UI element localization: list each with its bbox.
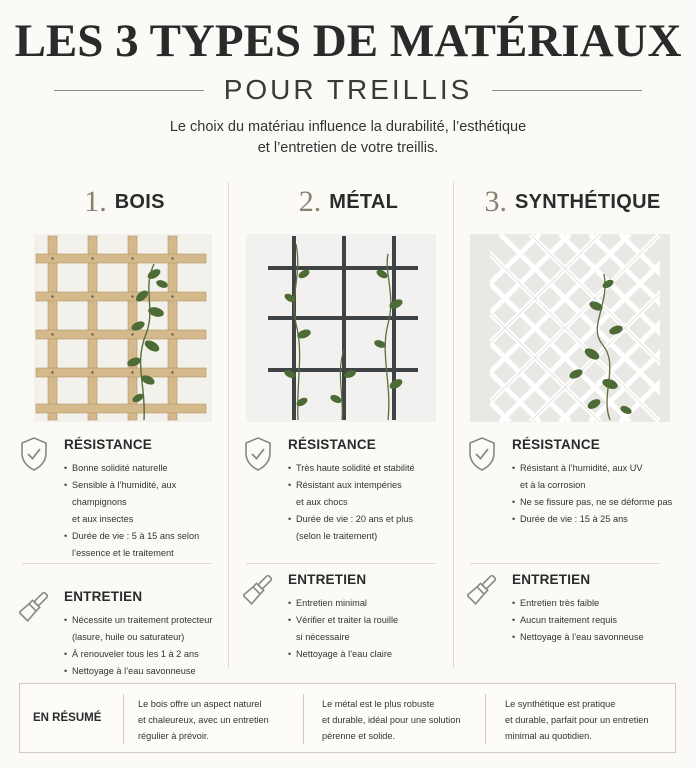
section-title: ENTRETIEN [64,589,143,604]
column-header [470,178,675,226]
list-item: • Entretien très faible [512,595,675,612]
summary-text-bois: Le bois offre un aspect naturel et chaleureux, avec un entretien régulier à prévoir. [138,699,269,741]
list-item: • Nécessite un traitement protecteur (lasure, huile ou saturateur) [64,612,227,646]
intro-line-2: et l’entretien de votre treillis. [257,140,439,156]
bullet-list [288,595,451,663]
resistance-section [22,436,227,562]
section-title: RÉSISTANCE [64,437,153,452]
intro-line-1: Le choix du matériau influence la durabilité, l’esthétique [169,119,527,135]
subtitle-row [0,70,696,110]
list-item: • Aucun traitement requis [512,612,675,629]
summary-divider [123,694,124,744]
metal-trellis-image [246,234,436,422]
subtitle-right-rule [492,90,642,91]
list-item: • Vérifier et traiter la rouille si nécessaire [288,612,451,646]
column-number: 2. [298,185,322,218]
column-header [22,178,227,226]
bullet-list [288,460,451,545]
list-item: • Très haute solidité et stabilité [288,460,451,477]
column-header [246,178,451,226]
subtitle-left-rule [54,90,204,91]
list-item: • Nettoyage à l’eau savonneuse [64,663,227,680]
wood-trellis-image [34,234,212,422]
intro-text [0,117,696,159]
column-bois [22,178,227,680]
list-item: • Résistant à l’humidité, aux UV et à la corrosion [512,460,675,494]
column-title: SYNTHÉTIQUE [514,190,661,213]
page-title: LES 3 TYPES DE MATÉRIAUX [14,15,682,67]
column-number: 1. [84,185,107,218]
summary-divider [303,694,304,744]
section-title: ENTRETIEN [512,572,591,587]
shield-check-icon [467,436,497,472]
column-number: 3. [484,185,507,218]
list-item: • Nettoyage à l’eau savonneuse [512,629,675,646]
section-title: ENTRETIEN [288,572,367,587]
column-divider [453,182,454,668]
list-item: • Durée de vie : 5 à 15 ans selon l’essence et le traitement [64,528,227,562]
resistance-section [470,436,675,528]
shield-check-icon [19,436,49,472]
brush-icon [19,588,49,624]
brush-icon [243,571,273,607]
entretien-section [470,571,675,646]
summary-divider [485,694,486,744]
shield-check-icon [243,436,273,472]
entretien-section [22,588,227,680]
column-metal [246,178,451,663]
resistance-section [246,436,451,545]
list-item: • Résistant aux intempéries et aux chocs [288,477,451,511]
column-divider [228,182,229,668]
column-synthetique [470,178,675,646]
brush-icon [467,571,497,607]
summary-label: EN RÉSUMÉ [33,712,102,724]
list-item: • Durée de vie : 15 à 25 ans [512,511,675,528]
bullet-list [64,460,227,562]
list-item: • Durée de vie : 20 ans et plus (selon le traitement) [288,511,451,545]
synthetic-trellis-image [470,234,670,422]
column-title: MÉTAL [329,190,399,213]
summary-text-synthetique: Le synthétique est pratique et durable, parfait pour un entretien minimal au quotidien. [505,699,649,741]
list-item: • Sensible à l’humidité, aux champignons et aux insectes [64,477,227,528]
bullet-list [512,595,675,646]
column-title: BOIS [114,190,165,213]
page-subtitle: POUR TREILLIS [223,74,473,105]
list-item: • Bonne solidité naturelle [64,460,227,477]
list-item: • Nettoyage à l’eau claire [288,646,451,663]
entretien-section [246,571,451,663]
list-item: • À renouveler tous les 1 à 2 ans [64,646,227,663]
bullet-list [64,612,227,680]
section-title: RÉSISTANCE [288,437,377,452]
summary-text-metal: Le métal est le plus robuste et durable, idéal pour une solution pérenne et solide. [322,699,461,741]
list-item: • Entretien minimal [288,595,451,612]
summary-box [19,683,676,753]
list-item: • Ne se fissure pas, ne se déforme pas [512,494,675,511]
section-title: RÉSISTANCE [512,437,601,452]
bullet-list [512,460,675,528]
